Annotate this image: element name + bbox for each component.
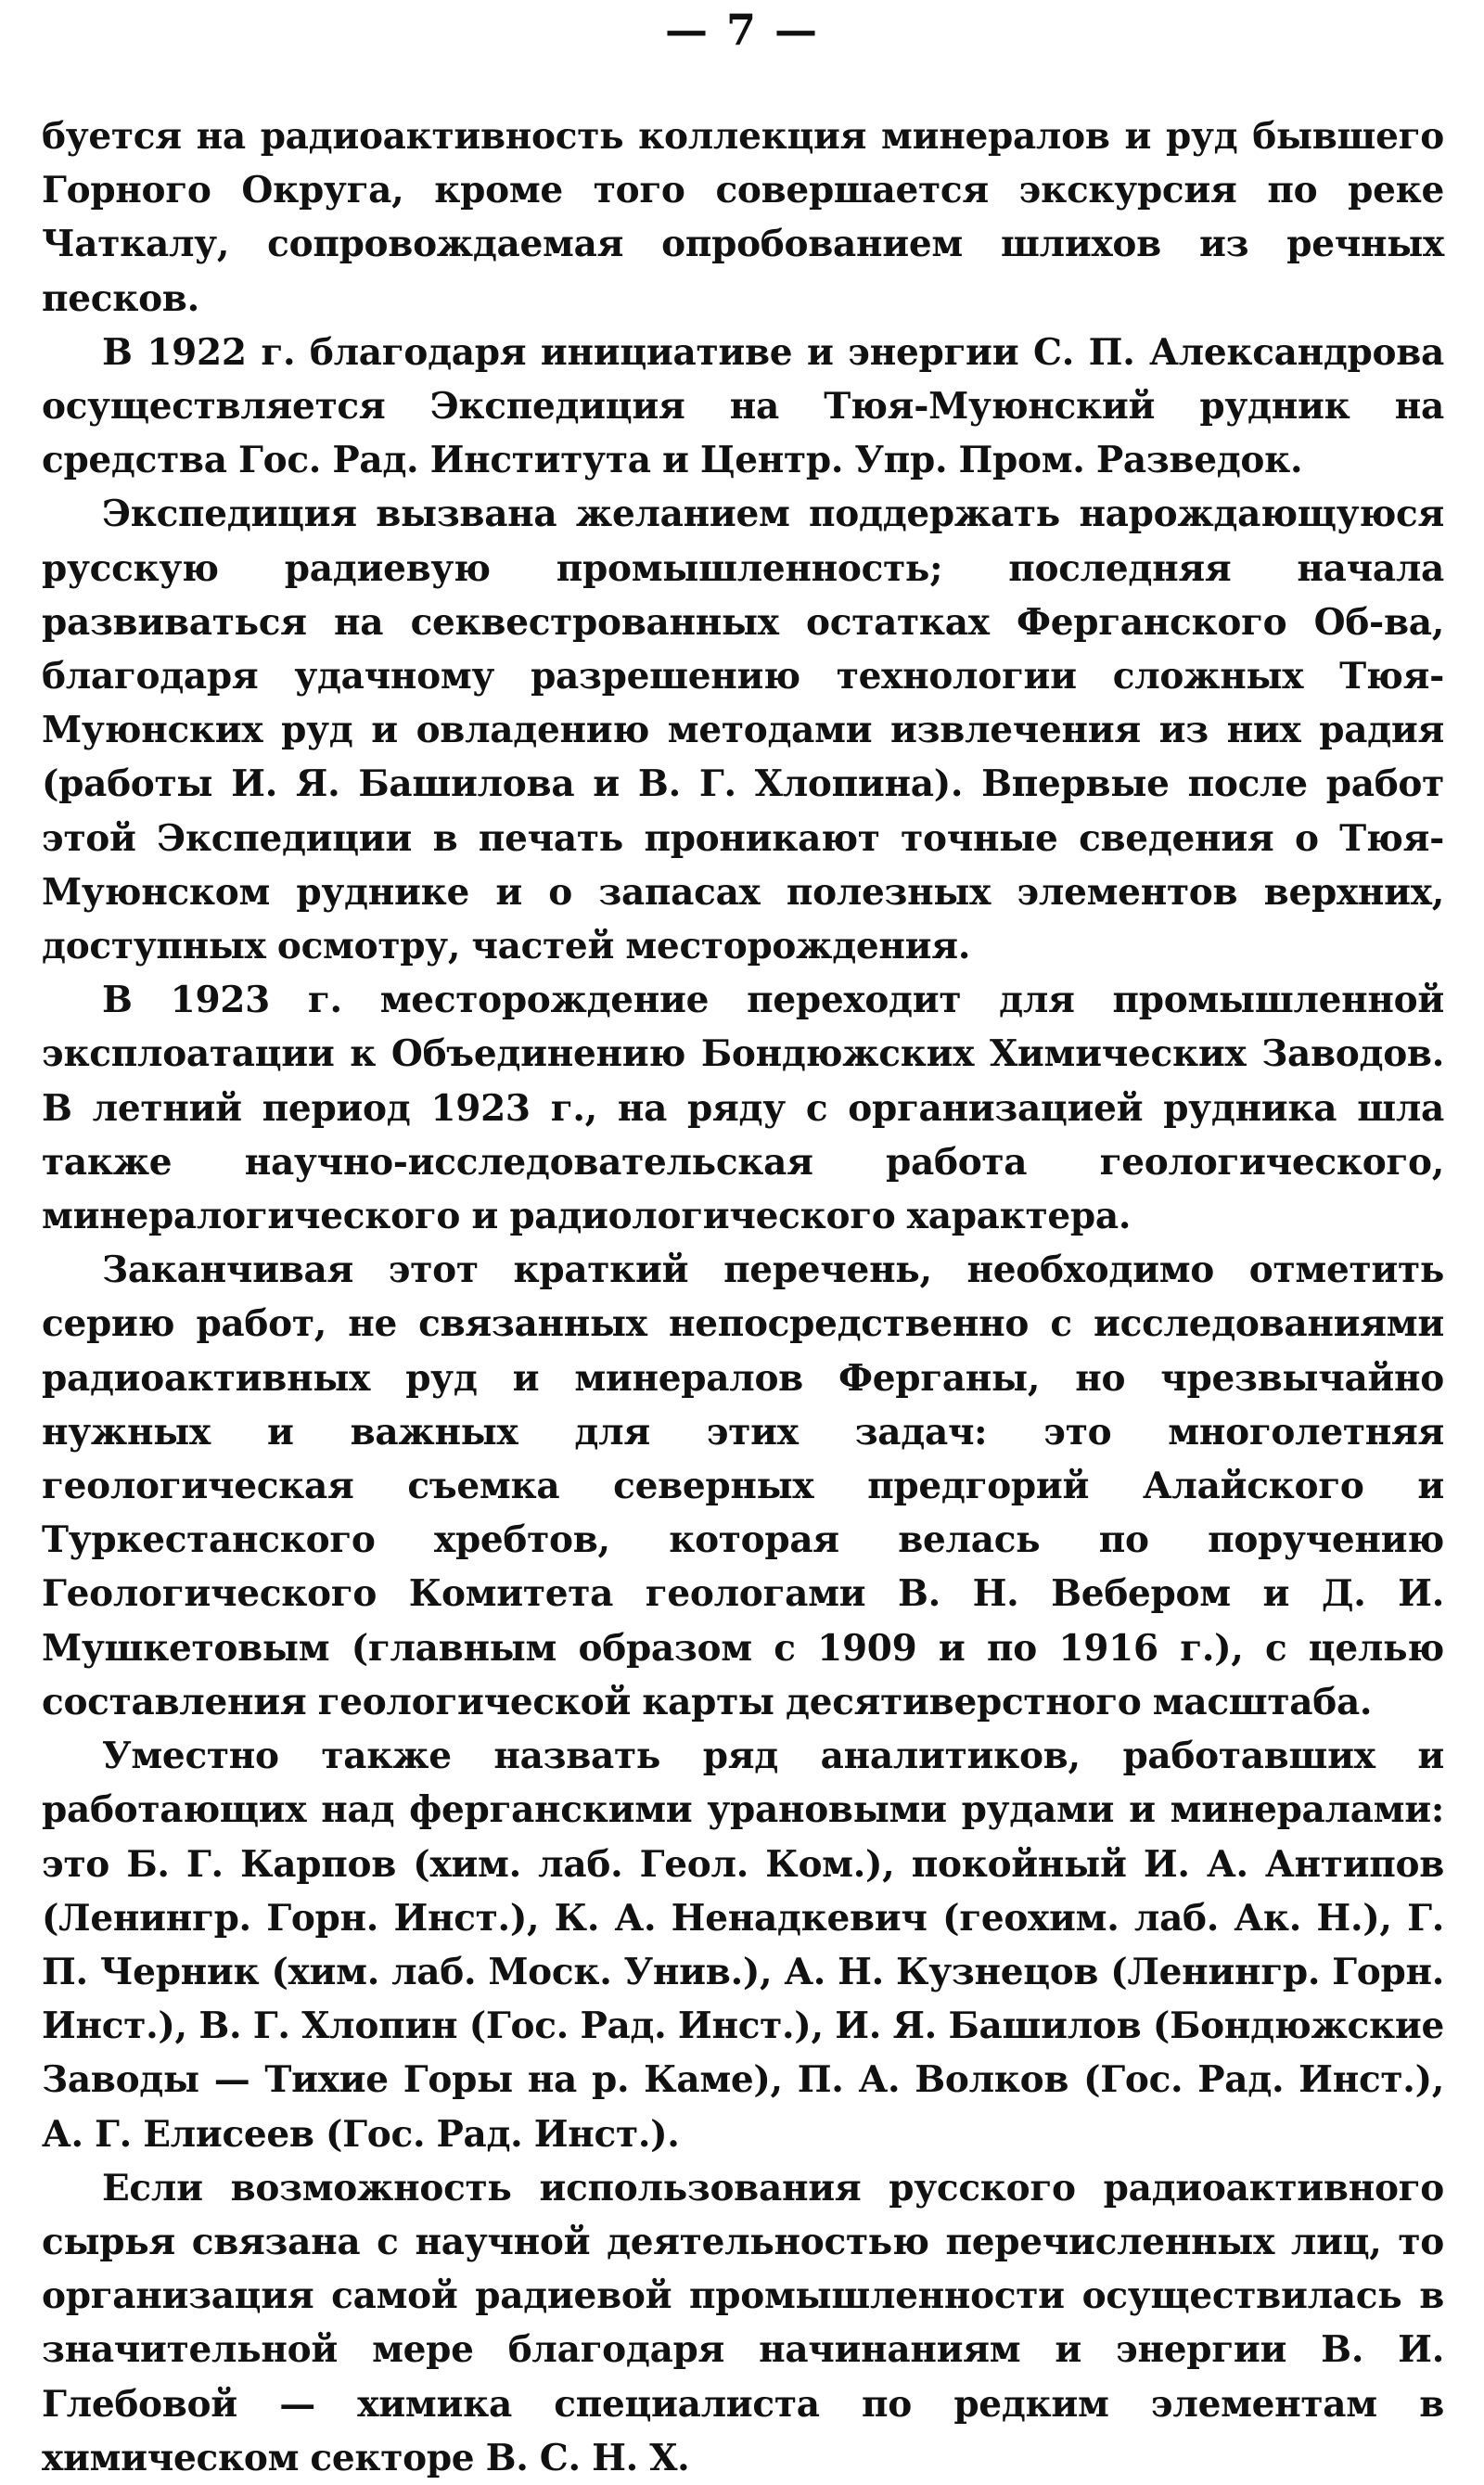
paragraph-3: Экспедиция вызвана желанием поддержать нарождающуюся русскую радиевую промышленность; последняя начала развиваться на секвестрованных остатках Ферганского Об-ва, благодаря удачному разрешению технологии сложных Тюя-Муюнских руд и овладению методами извлечения из них радия (работы И. Я. Башилова и В. Г. Хлопина). Впервые после работ этой Экспедиции в печать проникают точные сведения о Тюя-Муюнском руднике и о запасах полезных элементов верхних, доступных осмотру, частей месторождения.: [42, 493, 1444, 968]
paragraph-6: Уместно также назвать ряд аналитиков, работавших и работающих над ферганскими урановыми рудами и минералами: это Б. Г. Карпов (хим. лаб. Геол. Ком.), покойный И. А. Антипов (Ленингр. Горн. Инст.), К. А. Ненадкевич (геохим. лаб. Ак. Н.), Г. П. Черник (хим. лаб. Моск. Унив.), А. Н. Кузнецов (Ленингр. Горн. Инст.), В. Г. Хлопин (Гос. Рад. Инст.), И. Я. Башилов (Бондюжские Заводы — Тихие Горы на р. Каме), П. А. Волков (Гос. Рад. Инст.), А. Г. Елисеев (Гос. Рад. Инст.).: [42, 1735, 1444, 2156]
page-number: — 7 —: [664, 5, 820, 55]
paragraph-4: В 1923 г. месторождение переходит для промышленной эксплоатации к Объединению Бондюжских Химических Заводов. В летний период 1923 г., на ряду с организацией рудника шла также научно-исследовательская работа геологического, минералогического и радиологического характера.: [42, 979, 1444, 1238]
paragraph-1: буется на радиоактивность коллекция минералов и руд бывшего Горного Округа, кроме того совершается экскурсия по реке Чаткалу, сопровождаемая опробованием шлихов из речных песков.: [42, 115, 1444, 320]
paragraph-2: В 1922 г. благодаря инициативе и энергии С. П. Александрова осуществляется Экспедиция на Тюя-Муюнский рудник на средства Гос. Рад. Института и Центр. Упр. Пром. Разведок.: [42, 330, 1444, 482]
paragraph-5: Заканчивая этот краткий перечень, необходимо отметить серию работ, не связанных непосредственно с исследованиями радиоактивных руд и минералов Ферганы, но чрезвычайно нужных и важных для этих задач: это многолетняя геологическая съемка северных предгорий Алайского и Туркестанского хребтов, которая велась по поручению Геологического Комитета геологами В. Н. Вебером и Д. И. Мушкетовым (главным образом с 1909 и по 1916 г.), с целью составления геологической карты десятиверстного масштаба.: [42, 1249, 1444, 1723]
document-body: [42, 109, 1444, 2485]
paragraph-7: Если возможность использования русского радиоактивного сырья связана с научной деятельностью перечисленных лиц, то организация самой радиевой промышленности осуществилась в значительной мере благодаря начинаниям и энергии В. И. Глебовой — химика специалиста по редким элементам в химическом секторе В. С. Н. Х.: [42, 2166, 1444, 2479]
